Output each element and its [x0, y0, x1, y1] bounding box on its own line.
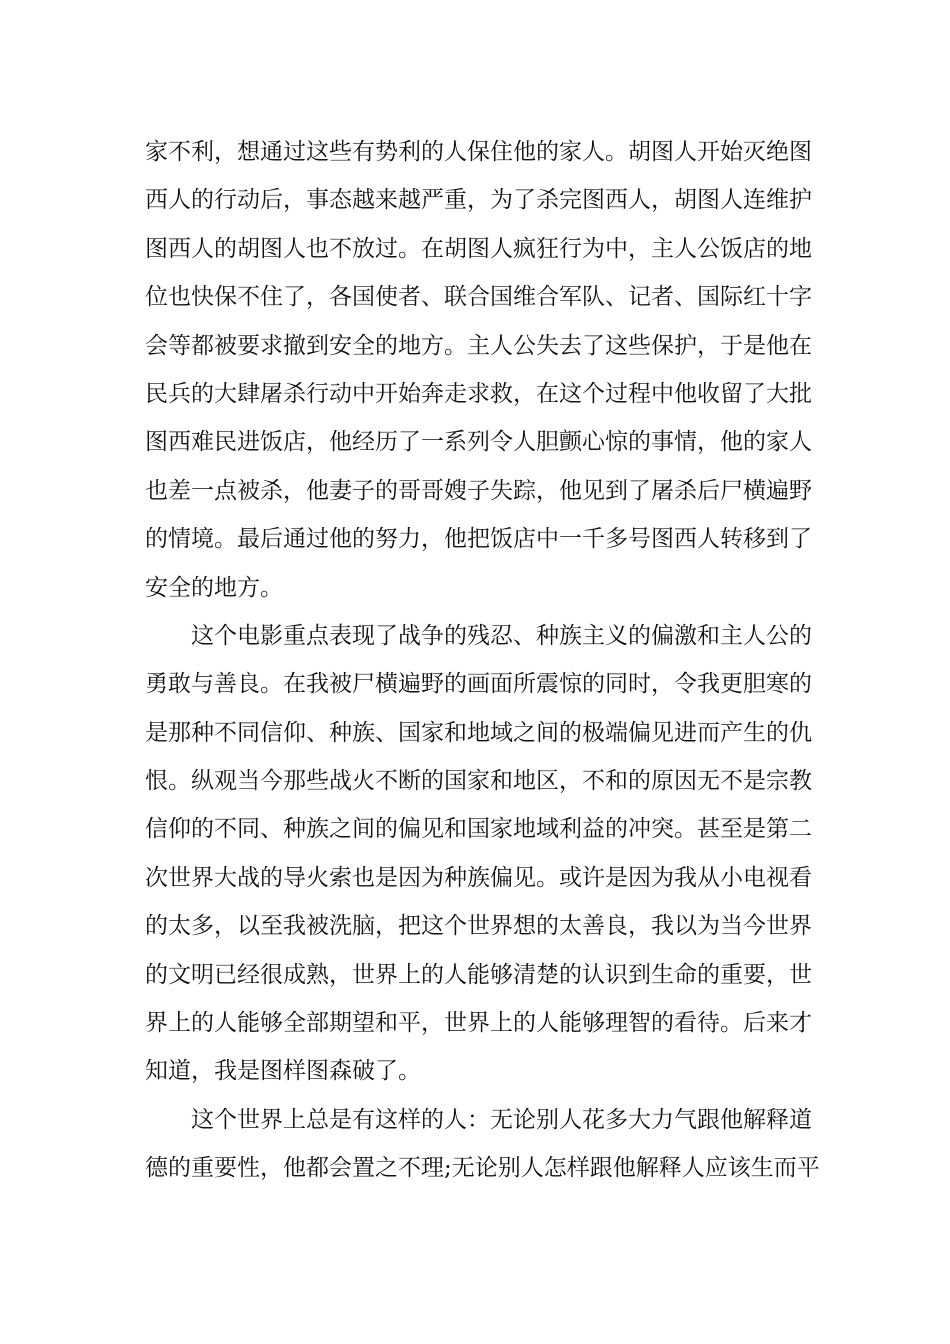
body-text [145, 128, 820, 1193]
text-line: 信仰的不同、种族之间的偏见和国家地域利益的冲突。甚至是第二 [145, 816, 812, 843]
text-line: 民兵的大肆屠杀行动中开始奔走求救，在这个过程中他收留了大批 [145, 380, 812, 407]
text-line: 图西难民进饭店，他经历了一系列令人胆颤心惊的事情，他的家人 [145, 429, 812, 456]
paragraph-2 [145, 612, 812, 1096]
text-line: 次世界大战的导火索也是因为种族偏见。或许是因为我从小电视看 [145, 864, 812, 891]
text-line: 知道，我是图样图森破了。 [145, 1058, 421, 1085]
text-line: 西人的行动后，事态越来越严重，为了杀完图西人，胡图人连维护 [145, 187, 812, 214]
text-line: 也差一点被杀，他妻子的哥哥嫂子失踪，他见到了屠杀后尸横遍野 [145, 477, 812, 504]
text-line: 恨。纵观当今那些战火不断的国家和地区，不和的原因无不是宗教 [145, 768, 812, 795]
text-line: 位也快保不住了，各国使者、联合国维合军队、记者、国际红十字 [145, 284, 812, 311]
text-line: 的文明已经很成熟，世界上的人能够清楚的认识到生命的重要，世 [145, 961, 812, 988]
text-line: 会等都被要求撤到安全的地方。主人公失去了这些保护，于是他在 [145, 332, 812, 359]
text-line: 这个电影重点表现了战争的残忍、种族主义的偏激和主人公的 [191, 622, 812, 649]
text-line: 是那种不同信仰、种族、国家和地域之间的极端偏见进而产生的仇 [145, 719, 812, 746]
paragraph-1 [145, 128, 812, 612]
text-line: 的情境。最后通过他的努力，他把饭店中一千多号图西人转移到了 [145, 526, 812, 553]
text-line: 图西人的胡图人也不放过。在胡图人疯狂行为中，主人公饭店的地 [145, 235, 812, 262]
paragraph-3 [145, 1096, 820, 1193]
text-line: 家不利，想通过这些有势利的人保住他的家人。胡图人开始灭绝图 [145, 139, 812, 165]
text-line: 德的重要性，他都会置之不理;无论别人怎样跟他解释人应该生而平 [145, 1155, 820, 1182]
text-line: 这个世界上总是有这样的人：无论别人花多大力气跟他解释道 [191, 1106, 812, 1133]
text-line: 的太多，以至我被洗脑，把这个世界想的太善良，我以为当今世界 [145, 913, 812, 940]
text-line: 勇敢与善良。在我被尸横遍野的画面所震惊的同时，令我更胆寒的 [145, 671, 812, 698]
text-line: 安全的地方。 [145, 574, 283, 601]
text-line: 界上的人能够全部期望和平，世界上的人能够理智的看待。后来才 [145, 1010, 812, 1037]
